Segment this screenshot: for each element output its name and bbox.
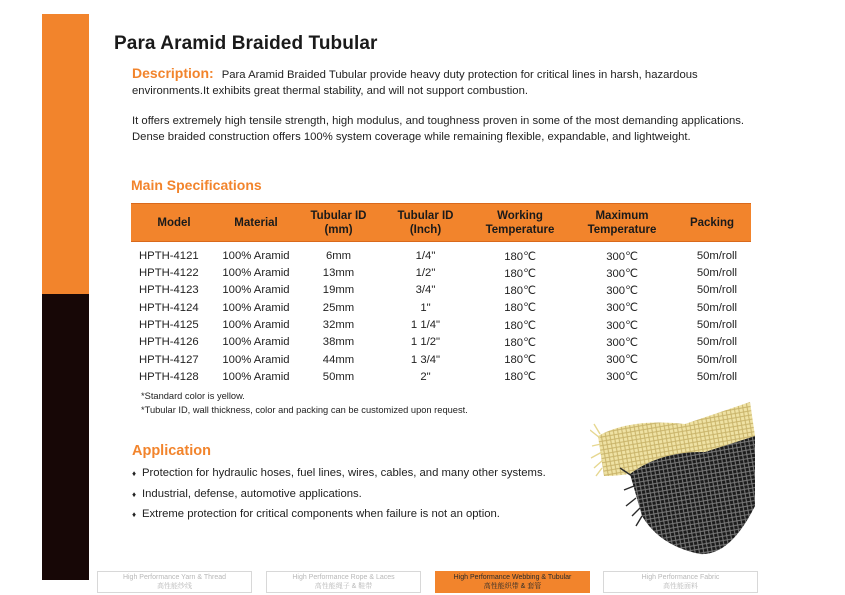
cell-tubular-id-inch: 2" xyxy=(420,370,431,383)
cell-model: HPTH-4128 xyxy=(139,370,199,383)
header-model: Model xyxy=(131,204,217,242)
cell-packing: 50m/roll xyxy=(696,301,737,314)
cell-material: 100% Aramid xyxy=(222,336,290,349)
cell-maximum-temperature: 300℃ xyxy=(606,371,638,384)
cell-packing: 50m/roll xyxy=(696,336,737,349)
description-paragraph-2: It offers extremely high tensile strength, high modulus, and toughness proven in some of the most demanding applications. Dense braided construction offers 100% system coverage while remaining flexible, expandable, and lightweight. xyxy=(132,115,745,143)
footer-tab-label: High Performance Webbing & Tubular xyxy=(453,574,572,581)
header-material: Material xyxy=(217,204,295,242)
table-row xyxy=(131,265,751,282)
footer-tab-label: High Performance Fabric xyxy=(641,574,720,581)
cell-model: HPTH-4126 xyxy=(139,336,199,349)
cell-working-temperature: 180℃ xyxy=(504,267,536,280)
cell-working-temperature: 180℃ xyxy=(504,336,536,349)
diamond-bullet-icon: ♦ xyxy=(132,510,137,519)
cell-maximum-temperature: 300℃ xyxy=(606,302,638,315)
table-row xyxy=(131,299,751,316)
cell-packing: 50m/roll xyxy=(696,370,737,383)
application-item xyxy=(132,506,546,526)
cell-packing: 50m/roll xyxy=(696,353,737,366)
cell-tubular-id-mm: 19mm xyxy=(322,284,355,297)
cell-material: 100% Aramid xyxy=(222,284,290,297)
footer-tab-sublabel: 高性能绳子 & 鞋带 xyxy=(314,583,373,590)
application-item-text: Industrial, defense, automotive applications. xyxy=(142,487,362,500)
cell-material: 100% Aramid xyxy=(222,319,290,332)
cell-material: 100% Aramid xyxy=(222,250,290,263)
footer-tab-sublabel: 高性能织带 & 套管 xyxy=(483,583,542,590)
header-maximum-temperature: Maximum Temperature xyxy=(571,204,673,242)
cell-packing: 50m/roll xyxy=(696,319,737,332)
cell-working-temperature: 180℃ xyxy=(504,371,536,384)
footer-tab-webbing-tubular[interactable] xyxy=(435,571,590,593)
footer-tab-sublabel: 高性能面料 xyxy=(663,583,698,590)
cell-tubular-id-inch: 3/4" xyxy=(415,284,436,297)
sidebar-accent-orange xyxy=(42,14,89,294)
application-item xyxy=(132,465,546,485)
cell-tubular-id-mm: 6mm xyxy=(325,250,352,263)
header-tubular-id-inch: Tubular ID (Inch) xyxy=(382,204,469,242)
description-label: Description: xyxy=(132,65,214,81)
diamond-bullet-icon: ♦ xyxy=(132,489,137,499)
application-item-text: Extreme protection for critical components when failure is not an option. xyxy=(142,508,500,520)
cell-material: 100% Aramid xyxy=(222,353,290,366)
table-row xyxy=(131,316,751,333)
cell-working-temperature: 180℃ xyxy=(504,302,536,315)
header-working-temperature: Working Temperature xyxy=(469,204,571,242)
footer-tab-fabric[interactable] xyxy=(603,571,758,593)
cell-tubular-id-mm: 13mm xyxy=(322,267,355,280)
footer-tab-rope-laces[interactable] xyxy=(266,571,421,593)
table-row xyxy=(131,334,751,351)
cell-maximum-temperature: 300℃ xyxy=(606,267,638,280)
sidebar-accent-dark xyxy=(42,294,89,580)
cell-tubular-id-inch: 1 1/4" xyxy=(410,319,441,332)
application-item xyxy=(132,486,546,506)
cell-tubular-id-inch: 1" xyxy=(420,301,431,314)
table-row xyxy=(131,368,751,385)
cell-tubular-id-inch: 1/4" xyxy=(415,250,436,263)
cell-tubular-id-inch: 1 1/2" xyxy=(410,336,441,349)
description-paragraph-1 xyxy=(132,66,747,99)
cell-working-temperature: 180℃ xyxy=(504,354,536,367)
cell-tubular-id-mm: 50mm xyxy=(322,370,355,383)
application-heading: Application xyxy=(132,443,211,459)
application-list xyxy=(132,465,546,527)
specifications-table xyxy=(131,203,751,386)
product-photo xyxy=(590,396,755,558)
table-header-row xyxy=(131,204,751,242)
header-packing: Packing xyxy=(673,204,751,242)
cell-tubular-id-inch: 1/2" xyxy=(415,267,436,280)
table-row xyxy=(131,351,751,368)
cell-packing: 50m/roll xyxy=(696,284,737,297)
cell-tubular-id-inch: 1 3/4" xyxy=(410,353,441,366)
note-standard-color: *Standard color is yellow. xyxy=(141,391,245,401)
cell-material: 100% Aramid xyxy=(222,267,290,280)
specification-notes xyxy=(141,389,468,417)
cell-model: HPTH-4122 xyxy=(139,267,199,280)
cell-model: HPTH-4127 xyxy=(139,353,199,366)
cell-tubular-id-mm: 32mm xyxy=(322,319,355,332)
cell-material: 100% Aramid xyxy=(222,370,290,383)
cell-model: HPTH-4124 xyxy=(139,301,199,314)
specifications-table-body xyxy=(131,242,751,386)
table-row xyxy=(131,242,751,265)
header-tubular-id-mm: Tubular ID (mm) xyxy=(295,204,382,242)
footer-tab-label: High Performance Rope & Laces xyxy=(292,574,395,581)
cell-tubular-id-mm: 25mm xyxy=(322,301,355,314)
cell-model: HPTH-4125 xyxy=(139,319,199,332)
cell-packing: 50m/roll xyxy=(696,250,737,263)
table-row xyxy=(131,282,751,299)
specifications-heading: Main Specifications xyxy=(131,177,262,193)
cell-material: 100% Aramid xyxy=(222,301,290,314)
cell-model: HPTH-4123 xyxy=(139,284,199,297)
footer-tab-sublabel: 高性能纱线 xyxy=(157,583,192,590)
cell-tubular-id-mm: 38mm xyxy=(322,336,355,349)
cell-model: HPTH-4121 xyxy=(139,250,199,263)
footer-tab-label: High Performance Yarn & Thread xyxy=(122,574,227,581)
application-item-text: Protection for hydraulic hoses, fuel lines, wires, cables, and many other systems. xyxy=(142,467,546,479)
cell-maximum-temperature: 300℃ xyxy=(606,319,638,332)
description-text-1: Para Aramid Braided Tubular provide heavy duty protection for critical lines in harsh, hazardous environments.It exhibits great thermal stability, and will not support combustion. xyxy=(132,69,698,97)
note-customization: *Tubular ID, wall thickness, color and packing can be customized upon request. xyxy=(141,405,468,415)
cell-maximum-temperature: 300℃ xyxy=(606,336,638,349)
cell-tubular-id-mm: 44mm xyxy=(322,353,355,366)
cell-maximum-temperature: 300℃ xyxy=(606,284,638,297)
cell-working-temperature: 180℃ xyxy=(504,284,536,297)
cell-maximum-temperature: 300℃ xyxy=(606,354,638,367)
diamond-bullet-icon: ♦ xyxy=(132,469,137,478)
footer-tab-yarn-thread[interactable] xyxy=(97,571,252,593)
page-title: Para Aramid Braided Tubular xyxy=(114,33,378,54)
cell-working-temperature: 180℃ xyxy=(504,250,536,263)
cell-working-temperature: 180℃ xyxy=(504,319,536,332)
cell-maximum-temperature: 300℃ xyxy=(606,250,638,263)
cell-packing: 50m/roll xyxy=(696,267,737,280)
